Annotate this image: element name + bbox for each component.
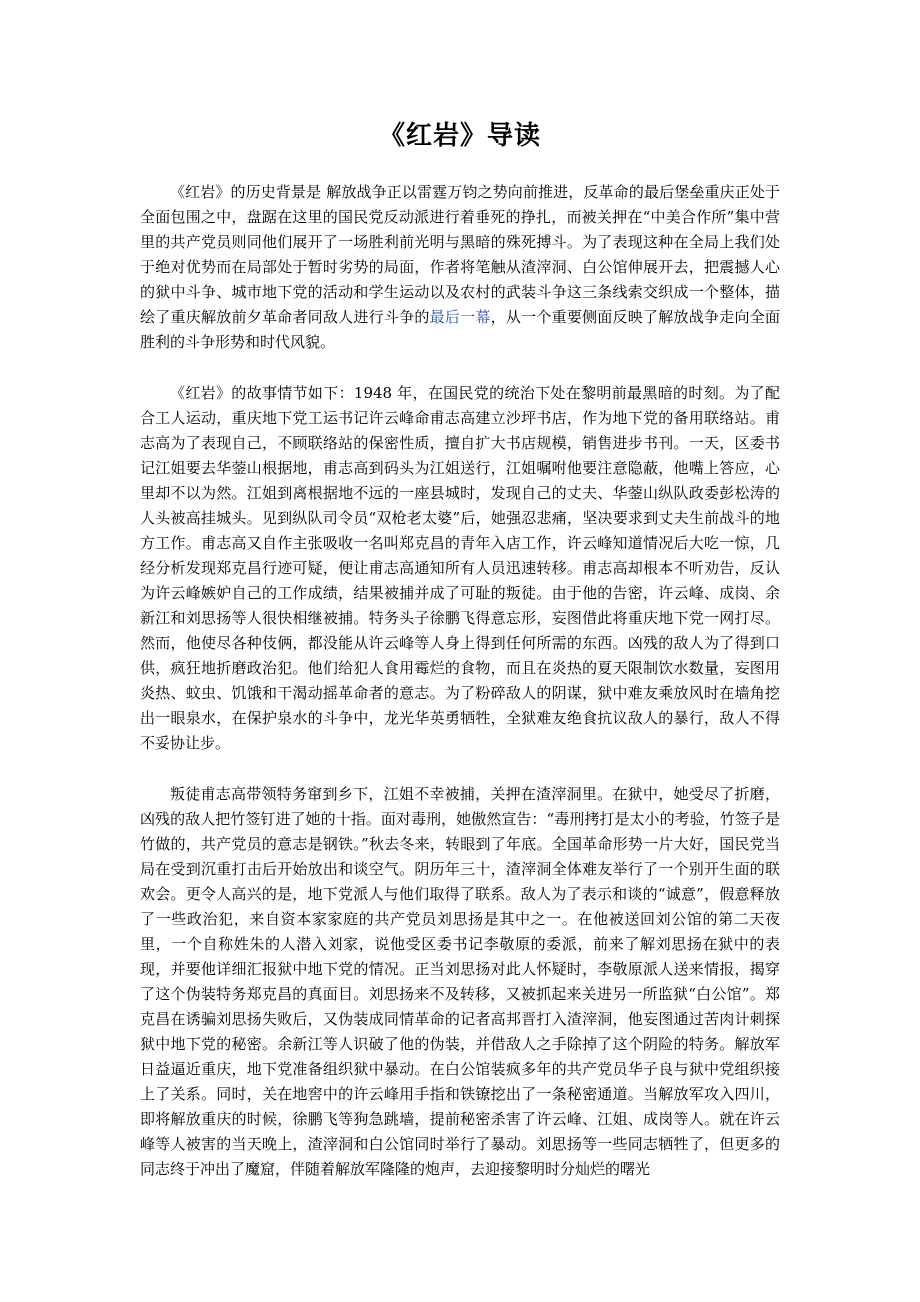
paragraph-background-text-end: ，从一个重要侧面反映了解放战争走向全面胜利的斗争形势和时代风貌。	[140, 308, 780, 351]
paragraph-background-text-start: 《红岩》的历史背景是 解放战争正以雷霆万钧之势向前推进，反革命的最后堡垒重庆正处于全面包围之中，盘踞在这里的国民党反动派进行着垂死的挣扎，而被关押在“中美合作所”集中营里的共产党员则同他们展开了一场胜利前光明与黑暗的殊死搏斗。为了表现这种在全局上我们处于绝对优势而在局部处于暂时劣势的局面，作者将笔触从渣滓洞、白公馆伸展开去，把震撼人心的狱中斗争、城市地下党的活动和学生运动以及农村的武装斗争这三条线索交织成一个整体，描绘了重庆解放前夕革命者同敌人进行斗争的	[140, 183, 780, 326]
paragraph-plot-continued: 叛徒甫志高带领特务窜到乡下，江姐不幸被捕，关押在渣滓洞里。在狱中，她受尽了折磨，凶残的敌人把竹签钉进了她的十指。面对毒刑，她傲然宣告：“毒刑拷打是太小的考验，竹签子是竹做的，共产党员的意志是钢铁。”秋去冬来，转眼到了年底。全国革命形势一片大好，国民党当局在受到沉重打击后开始放出和谈空气。阴历年三十，渣滓洞全体难友举行了一个别开生面的联欢会。更令人高兴的是，地下党派人与他们取得了联系。敌人为了表示和谈的“诚意”，假意释放了一些政治犯，来自资本家家庭的共产党员刘思扬是其中之一。在他被送回刘公馆的第二天夜里，一个自称姓朱的人潜入刘家，说他受区委书记李敬原的委派，前来了解刘思扬在狱中的表现，并要他详细汇报狱中地下党的情况。正当刘思扬对此人怀疑时，李敬原派人送来情报，揭穿了这个伪装特务郑克昌的真面目。刘思扬来不及转移，又被抓起来关进另一所监狱“白公馆”。郑克昌在诱骗刘思扬失败后，又伪装成同情革命的记者高邦晋打入渣滓洞，他妄图通过苦肉计刺探狱中地下党的秘密。余新江等人识破了他的伪装，并借敌人之手除掉了这个阴险的特务。解放军日益逼近重庆，地下党准备组织狱中暴动。在白公馆装疯多年的共产党员华子良与狱中党组织接上了关系。同时，关在地窖中的许云峰用手指和铁镣挖出了一条秘密通道。当解放军攻入四川，即将解放重庆的时候，徐鹏飞等狗急跳墙，提前秘密杀害了许云峰、江姐、成岗等人。就在许云峰等人被害的当天晚上，渣滓洞和白公馆同时举行了暴动。刘思扬等一些同志牺牲了，但更多的同志终于冲出了魔窟，伴随着解放军隆隆的炮声，去迎接黎明时分灿烂的曙光	[140, 785, 780, 1178]
document-title: 《红岩》导读	[378, 121, 541, 151]
paragraph-plot-summary: 《红岩》的故事情节如下：1948 年，在国民党的统治下处在黎明前最黑暗的时刻。为了配合工人运动，重庆地下党工运书记许云峰命甫志高建立沙坪书店，作为地下党的备用联络站。甫志高为了表现自己，不顾联络站的保密性质，擅自扩大书店规模，销售进步书刊。一天，区委书记江姐要去华蓥山根据地，甫志高到码头为江姐送行，江姐嘱咐他要注意隐蔽，他嘴上答应，心里却不以为然。江姐到离根据地不远的一座县城时，发现自己的丈夫、华蓥山纵队政委彭松涛的人头被高挂城头。见到纵队司令员“双枪老太婆”后，她强忍悲痛，坚决要求到丈夫生前战斗的地方工作。甫志高又自作主张吸收一名叫郑克昌的青年入店工作，许云峰知道情况后大吃一惊，几经分析发现郑克昌行迹可疑，便让甫志高通知所有人员迅速转移。甫志高却根本不听劝告，反认为许云峰嫉妒自己的工作成绩，结果被捕并成了可耻的叛徒。由于他的告密，许云峰、成岗、余新江和刘思扬等人很快相继被捕。特务头子徐鹏飞得意忘形，妄图借此将重庆地下党一网打尽。然而，他使尽各种伎俩，都没能从许云峰等人身上得到任何所需的东西。凶残的敌人为了得到口供，疯狂地折磨政治犯。他们给犯人食用霉烂的食物，而且在炎热的夏天限制饮水数量，妄图用炎热、蚊虫、饥饿和干渴动摇革命者的意志。为了粉碎敌人的阴谋，狱中难友乘放风时在墙角挖出一眼泉水，在保护泉水的斗争中，龙光华英勇牺牲，全狱难友绝食抗议敌人的暴行，敌人不得不妥协让步。	[140, 384, 780, 752]
document-body	[140, 180, 780, 1208]
link-last-act[interactable]: 最后一幕	[429, 308, 491, 326]
paragraph-background	[140, 180, 780, 355]
